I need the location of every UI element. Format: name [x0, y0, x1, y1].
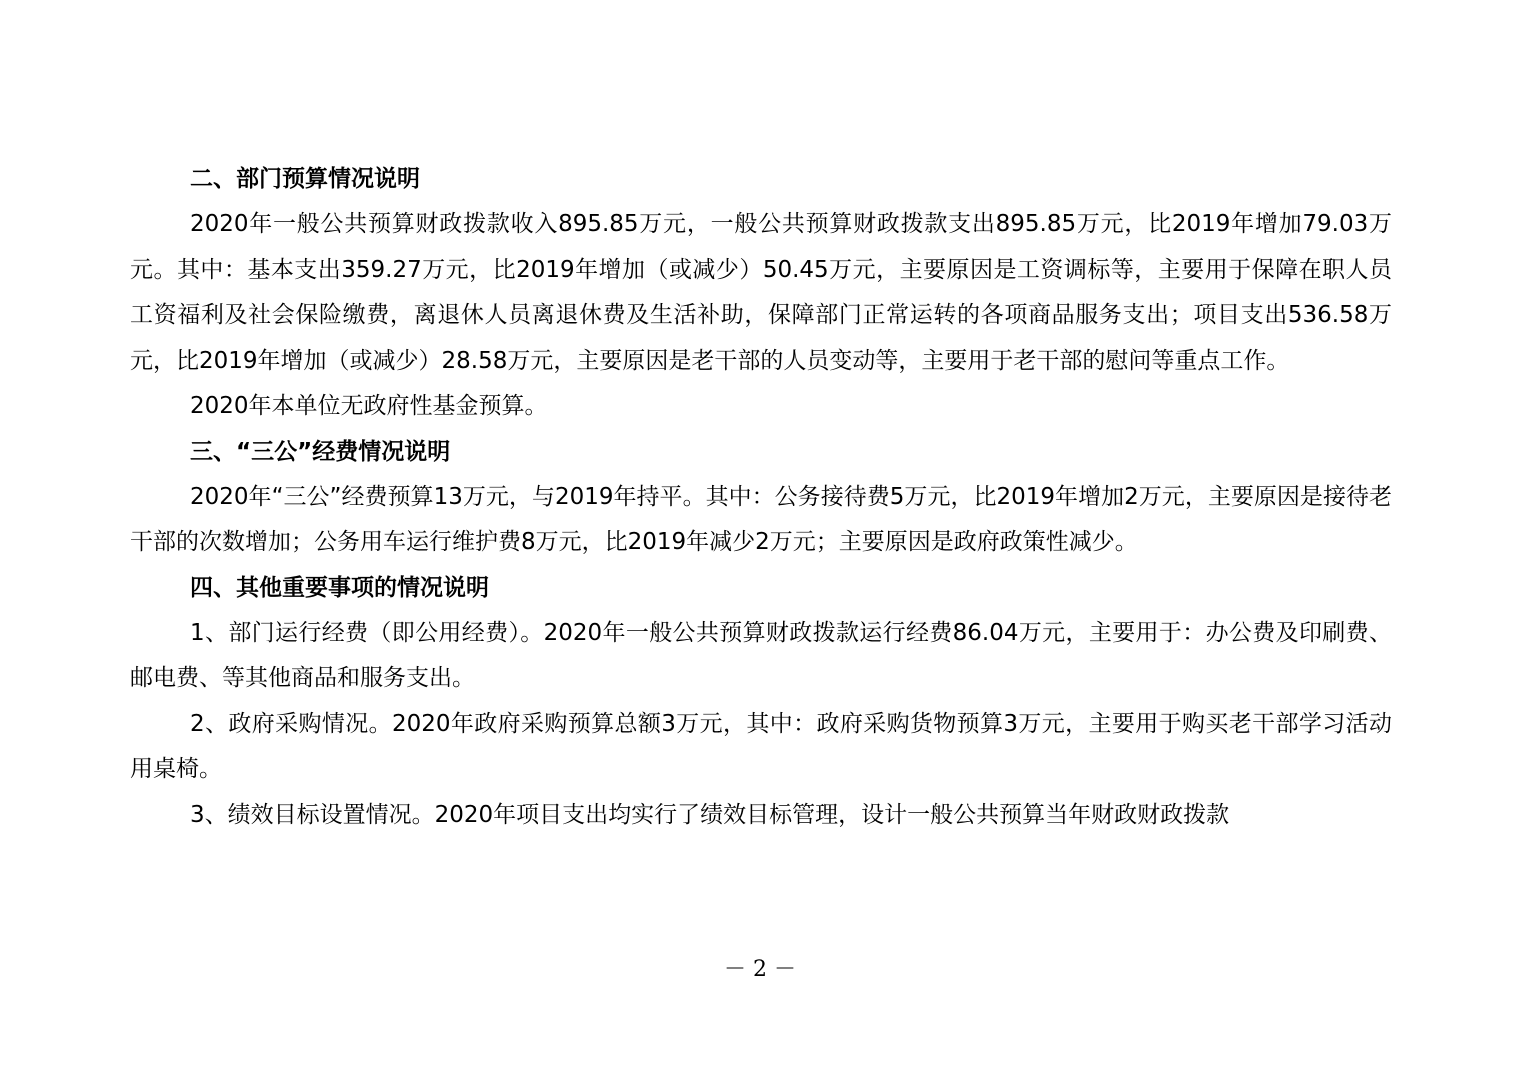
paragraph-government-fund: 2020年本单位无政府性基金预算。: [190, 393, 548, 419]
section-heading-other-matters: 四、其他重要事项的情况说明: [190, 574, 489, 601]
section-heading-budget: 二、部门预算情况说明: [190, 166, 420, 192]
paragraph-performance-targets: 3、绩效目标设置情况。2020年项目支出均实行了绩效目标管理，设计一般公共预算当年财政财政拨款: [190, 801, 1230, 828]
paragraph-government-procurement: 2、政府采购情况。2020年政府采购预算总额3万元，其中：政府采购货物预算3万元，主要用于购买老干部学习活动用桌椅。: [130, 710, 1392, 782]
section-heading-three-public: 三、“三公”经费情况说明: [190, 438, 451, 465]
paragraph-three-public-expenses: 2020年“三公”经费预算13万元，与2019年持平。其中：公务接待费5万元，比2019年增加2万元，主要原因是接待老干部的次数增加；公务用车运行维护费8万元，比2019年减少2万元；主要原因是政府政策性减少。: [130, 483, 1392, 555]
paragraph-operating-expenses: 1、部门运行经费（即公用经费）。2020年一般公共预算财政拨款运行经费86.04万元，主要用于：办公费及印刷费、邮电费、等其他商品和服务支出。: [130, 619, 1392, 691]
page-number: － 2 －: [724, 957, 796, 982]
document-body: [130, 157, 1392, 838]
paragraph-budget-overview: 2020年一般公共预算财政拨款收入895.85万元，一般公共预算财政拨款支出895.85万元，比2019年增加79.03万元。其中：基本支出359.27万元，比2019年增加（或减少）50.45万元，主要原因是工资调标等，主要用于保障在职人员工资福利及社会保险缴费，离退休人员离退休费及生活补助，保障部门正常运转的各项商品服务支出；项目支出536.58万元，比2019年增加（或减少）28.58万元，主要原因是老干部的人员变动等，主要用于老干部的慰问等重点工作。: [130, 211, 1392, 374]
